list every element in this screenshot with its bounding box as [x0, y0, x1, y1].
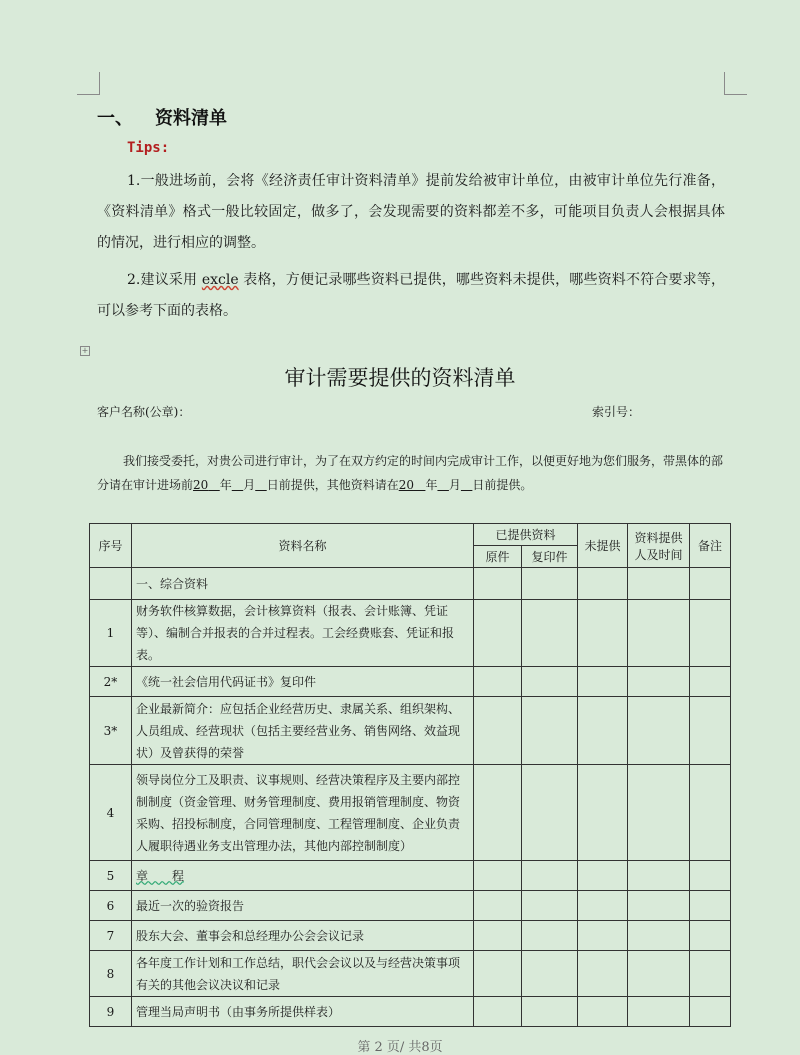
header-provider: 资料提供人及时间 — [628, 524, 690, 568]
row-seq: 1 — [90, 600, 132, 667]
row-name: 各年度工作计划和工作总结，职代会会议以及与经营决策事项有关的其他会议决议和记录 — [132, 951, 474, 997]
row-name: 章 程 — [132, 861, 474, 891]
header-seq: 序号 — [90, 524, 132, 568]
table-section-row — [90, 568, 731, 600]
intro-paragraph — [97, 449, 725, 497]
header-not-provided: 未提供 — [578, 524, 628, 568]
row-name: 《统一社会信用代码证书》复印件 — [132, 667, 474, 697]
tips-paragraph-2 — [97, 265, 725, 327]
table-row — [90, 997, 731, 1027]
materials-table — [89, 523, 731, 1027]
row-name: 最近一次的验资报告 — [132, 891, 474, 921]
header-name: 资料名称 — [132, 524, 474, 568]
table-row — [90, 861, 731, 891]
header-original: 原件 — [474, 546, 522, 568]
intro-month-label-1: 月 — [243, 478, 256, 492]
row-seq: 3* — [90, 697, 132, 765]
header-note: 备注 — [690, 524, 731, 568]
intro-year-label-2: 年 — [425, 478, 438, 492]
row-name: 管理当局声明书（由事务所提供样表） — [132, 997, 474, 1027]
table-row — [90, 697, 731, 765]
crop-mark-top-left — [77, 72, 100, 95]
row-seq: 6 — [90, 891, 132, 921]
table-row — [90, 891, 731, 921]
intro-text-g: 日前提供。 — [472, 478, 533, 492]
row-name: 财务软件核算数据，会计核算资料（报表、会计账簿、凭证等）、编制合并报表的合并过程表。工会经费账套、凭证和报表。 — [132, 600, 474, 667]
table-row — [90, 765, 731, 861]
header-provided: 已提供资料 — [474, 524, 578, 546]
client-name-label: 客户名称(公章)： — [97, 405, 191, 419]
intro-text-a: 我们接受委托，对贵公司进行审计，为了在双方约定的时间内完成审计工作，以便更好地为您们服务，带黑体的部分请在审计进场前 — [97, 454, 724, 492]
row-name: 企业最新简介：应包括企业经营历史、隶属关系、组织架构、人员组成、经营现状（包括主要经营业务、销售网络、效益现状）及曾获得的荣誉 — [132, 697, 474, 765]
row-seq: 4 — [90, 765, 132, 861]
row-seq: 8 — [90, 951, 132, 997]
header-copy: 复印件 — [522, 546, 578, 568]
row-name: 领导岗位分工及职责、议事规则、经营决策程序及主要内部控制制度（资金管理、财务管理制度、费用报销管理制度、物资采购、招投标制度，合同管理制度、工程管理制度、企业负责人履职待遇业务支出管理办法，其他内部控制制度） — [132, 765, 474, 861]
row-seq: 2* — [90, 667, 132, 697]
tips-label: Tips: — [127, 140, 170, 156]
row-name: 股东大会、董事会和总经理办公会会议记录 — [132, 921, 474, 951]
section-title: 资料清单 — [155, 108, 227, 129]
index-number-label: 索引号： — [592, 405, 641, 419]
intro-year-1: 20 — [193, 478, 209, 492]
table-anchor-icon[interactable]: + — [81, 346, 89, 355]
tips-p2-excle: excle — [201, 272, 239, 288]
tips-p2-part-a: 2.建议采用 — [127, 272, 198, 288]
crop-mark-top-right — [724, 72, 747, 95]
tips-p2-part-c: 表格，方便记录哪些资料已提供，哪些资料未提供，哪些资料不符合要求等，可以参考下面的表格。 — [97, 272, 726, 319]
table-row — [90, 600, 731, 667]
page-footer: 第 2 页/ 共8页 — [357, 1040, 443, 1055]
table-row — [90, 667, 731, 697]
table-row — [90, 951, 731, 997]
tips-paragraph-1: 1.一般进场前，会将《经济责任审计资料清单》提前发给被审计单位，由被审计单位先行准备，《资料清单》格式一般比较固定，做多了，会发现需要的资料都差不多，可能项目负责人会根据具体的情况，进行相应的调整。 — [97, 173, 725, 251]
row-seq: 7 — [90, 921, 132, 951]
row-seq: 5 — [90, 861, 132, 891]
table-row — [90, 921, 731, 951]
section-row-title: 一、综合资料 — [132, 568, 474, 600]
section-heading — [97, 104, 227, 130]
intro-month-label-2: 月 — [448, 478, 461, 492]
row-seq: 9 — [90, 997, 132, 1027]
document-title: 审计需要提供的资料清单 — [284, 366, 516, 390]
intro-year-2: 20 — [398, 478, 414, 492]
intro-year-label-1: 年 — [219, 478, 232, 492]
section-number: 一、 — [97, 108, 133, 129]
intro-text-d: 日前提供，其他资料请在 — [266, 478, 399, 492]
